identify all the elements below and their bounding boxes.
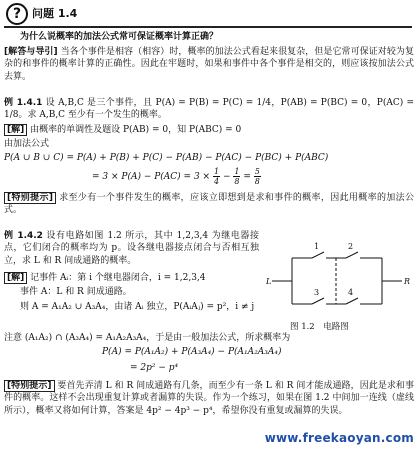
tip-1-tag: [特别提示] xyxy=(4,192,56,204)
frac3-num: 5 xyxy=(254,167,260,176)
fraction-one-quarter xyxy=(213,167,220,186)
tip-2 xyxy=(4,380,414,417)
tip-2-text: 要首先弄清 L 和 R 间成通路有几条，而至少有一条 L 和 R 间才能成通路，因此是求和事件的概率。这样不会出现重复计算或者漏算的失误。作为一个练习，如果在图 1.2 中间加一连线（虚线所示），概率又将如何计算，答案是 4p² − 4p³ − p⁴，希望你没有重复或漏算的失误。 xyxy=(4,381,414,416)
minus-sign: − xyxy=(222,172,231,182)
example-1-solution xyxy=(4,124,414,136)
solution-2-text4: 注意 (A₁A₂) ∩ (A₃A₄) = A₁A₂A₃A₄，于是由一般加法公式，所求概率为 xyxy=(4,333,291,343)
question-mark-icon: ? xyxy=(6,3,28,25)
example-1-label: 例 1.4.1 xyxy=(4,98,43,108)
tip-1 xyxy=(4,192,414,217)
fraction-one-eighth xyxy=(233,167,240,186)
equation-1: P(A) = P(A₁A₂) + P(A₃A₄) − P(A₁A₂A₃A₄) xyxy=(102,347,282,357)
formula-line-2-left: = 3 × P(A) − P(AC) = 3 × xyxy=(92,172,211,182)
site-watermark: www.freekaoyan.com xyxy=(264,431,414,446)
section-header xyxy=(4,2,412,28)
solution-2-text1: 记事件 Aᵢ：第 i 个继电器闭合，i = 1,2,3,4 xyxy=(30,273,206,283)
contact-3-label: 3 xyxy=(314,288,320,297)
contact-2-label: 2 xyxy=(348,242,354,251)
solution-1-tag: [解] xyxy=(4,124,27,136)
frac2-den: 8 xyxy=(234,177,240,186)
contact-1-label: 1 xyxy=(314,242,320,251)
equation-2: = 2p² − p⁴ xyxy=(130,363,179,373)
solution-2-text2: 事件 A：L 和 R 间成通路。 xyxy=(20,287,132,297)
example-2-text: 设有电路如图 1.2 所示，其中 1,2,3,4 为继电器接点，它们闭合的概率均为 p。设各继电器接点闭合与否相互独立，求 L 和 R 间成通路的概率。 xyxy=(4,231,259,266)
intro-text: 当各个事件是相容（相容）时，概率的加法公式看起来很复杂，但是它常可保证对较为复杂的和事件的概率计算的正确性。因此在牢题时，如果和事件中各个事件是相交的，则应该按加法公式去算。 xyxy=(4,47,414,82)
label-L: L xyxy=(266,277,272,286)
example-1-text: 设 A,B,C 是三个事件，且 P(A) = P(B) = P(C) = 1/4，P(AB) = P(BC) = 0，P(AC) = 1/8。求 A,B,C 至少有一个发生的概率。 xyxy=(4,98,414,121)
example-2-label: 例 1.4.2 xyxy=(4,231,43,241)
solution-1-text: 由概率的单调性及题设 P(AB) = 0，知 P(ABC) = 0 xyxy=(30,125,242,135)
formula-line-2 xyxy=(92,167,261,186)
solution-2-text3: 则 A = A₁A₂ ∪ A₃A₄，由诸 Aᵢ 独立，P(AᵢAⱼ) = p²，i ≠ j xyxy=(20,302,255,312)
intro-paragraph xyxy=(4,46,414,83)
example-2-solution xyxy=(4,272,206,284)
example-1 xyxy=(4,97,414,122)
question-text: 为什么说概率的加法公式常可保证概率计算正确？ xyxy=(20,32,219,42)
example-2 xyxy=(4,230,259,267)
tip-2-tag: [特别提示] xyxy=(4,380,55,392)
figure-caption: 图 1.2 电路图 xyxy=(290,322,349,332)
by-formula-text: 由加法公式 xyxy=(4,139,50,149)
section-title: 问题 1.4 xyxy=(32,7,78,20)
frac3-den: 8 xyxy=(254,177,260,186)
frac1-num: 1 xyxy=(213,167,220,176)
equals-sign: = xyxy=(243,172,251,182)
tip-1-text: 求至少有一个事件发生的概率，应该立即想到是求和事件的概率，因此用概率的加法公式。 xyxy=(4,193,414,216)
formula-line-1: P(A ∪ B ∪ C) = P(A) + P(B) + P(C) − P(AB) − P(AC) − P(BC) + P(ABC) xyxy=(4,153,329,163)
fraction-five-eighths xyxy=(254,167,261,186)
frac2-num: 1 xyxy=(234,167,240,176)
solution-2-tag: [解] xyxy=(4,272,27,284)
circuit-diagram xyxy=(262,236,412,336)
contact-4-label: 4 xyxy=(348,288,354,297)
label-R: R xyxy=(404,277,411,286)
frac1-den: 4 xyxy=(213,177,220,186)
intro-tag: [解答与导引] xyxy=(4,47,58,57)
